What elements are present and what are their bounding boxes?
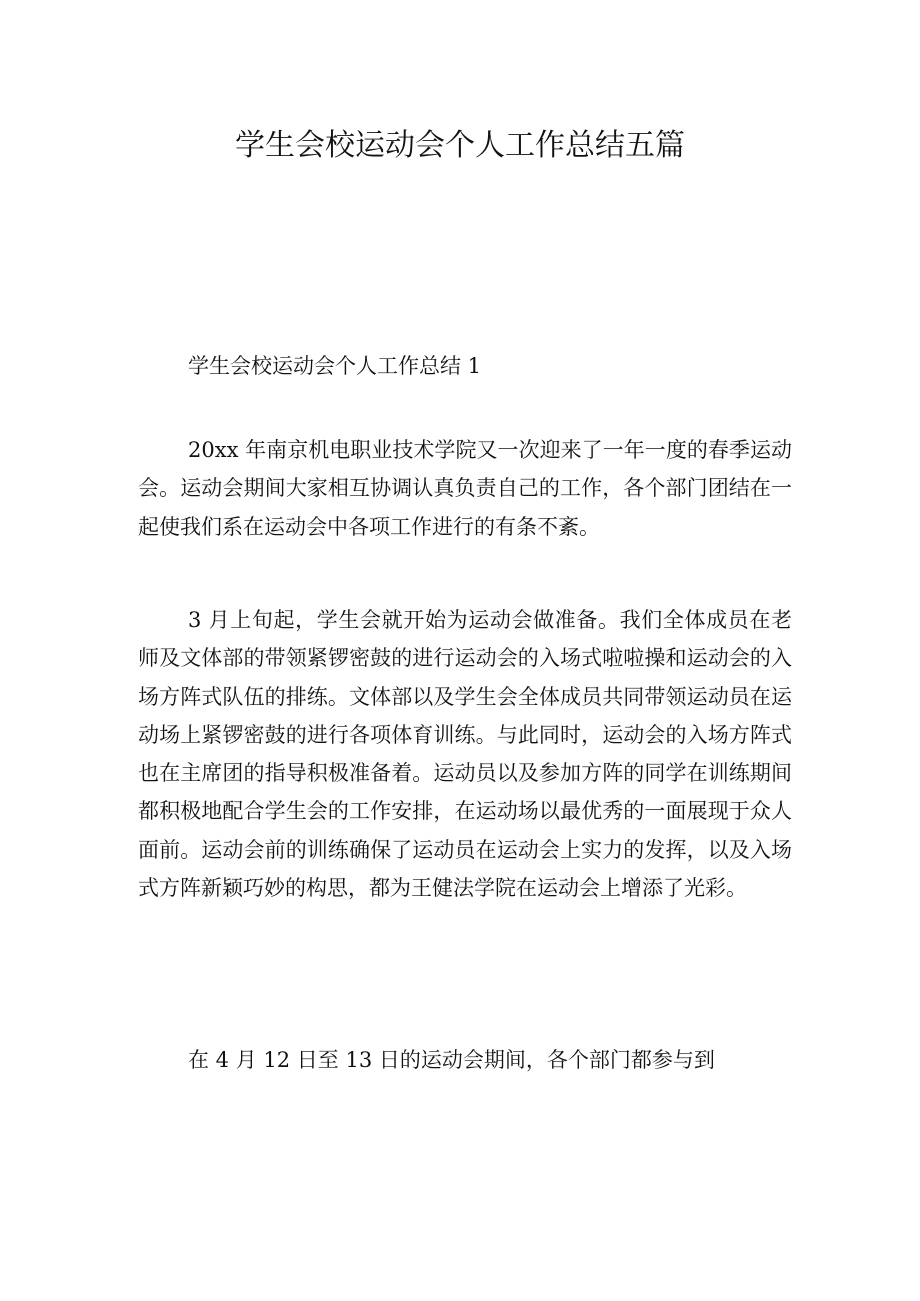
paragraph-1: 20xx 年南京机电职业技术学院又一次迎来了一年一度的春季运动会。运动会期间大家相互协调认真负责自己的工作，各个部门团结在一起使我们系在运动会中各项工作进行的有条不紊。 [138,438,792,539]
section-heading: 学生会校运动会个人工作总结 1 [188,354,482,378]
paragraph-2: 3 月上旬起，学生会就开始为运动会做准备。我们全体成员在老师及文体部的带领紧锣密鼓的进行运动会的入场式啦啦操和运动会的入场方阵式队伍的排练。文体部以及学生会全体成员共同带领运动员在运动场上紧锣密鼓的进行各项体育训练。与此同时，运动会的入场方阵式也在主席团的指导积极准备着。运动员以及参加方阵的同学在训练期间都积极地配合学生会的工作安排，在运动场以最优秀的一面展现于众人面前。运动会前的训练确保了运动员在运动会上实力的发挥，以及入场式方阵新颖巧妙的构思，都为王健法学院在运动会上增添了光彩。 [138,608,792,901]
paragraph-3: 在 4 月 12 日至 13 日的运动会期间，各个部门都参与到 [188,1048,715,1072]
document-title: 学生会校运动会个人工作总结五篇 [235,128,685,163]
